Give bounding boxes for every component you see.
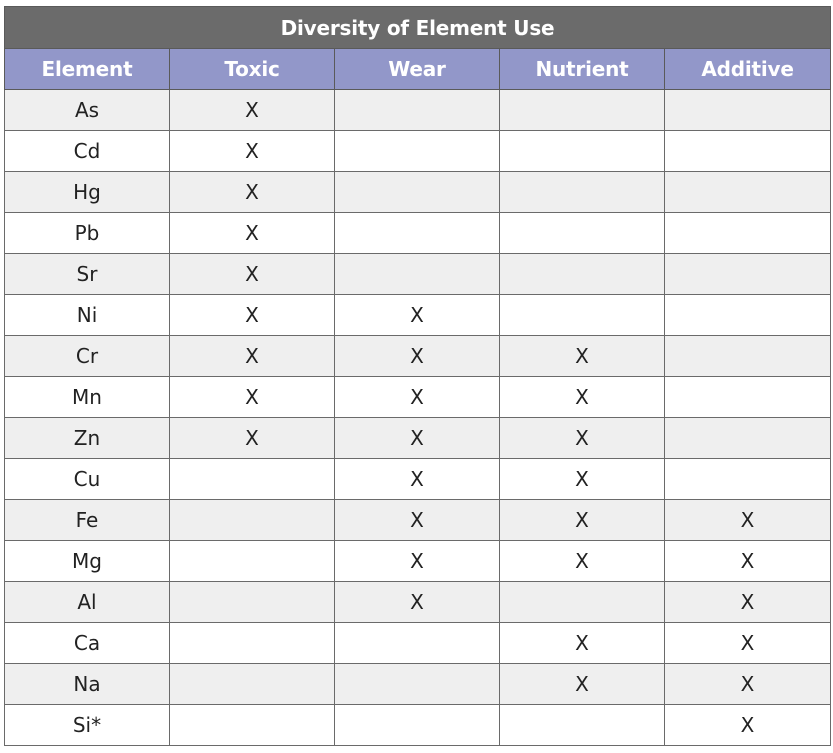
cell-nutrient (500, 582, 665, 623)
cell-toxic (170, 705, 335, 746)
cell-wear (335, 213, 500, 254)
cell-toxic (170, 459, 335, 500)
cell-additive (665, 213, 831, 254)
cell-element: Sr (5, 254, 170, 295)
cell-element: Mg (5, 541, 170, 582)
header-nutrient: Nutrient (500, 49, 665, 90)
table-row (5, 254, 831, 295)
cell-element: Cr (5, 336, 170, 377)
cell-nutrient: X (500, 377, 665, 418)
cell-toxic: X (170, 418, 335, 459)
cell-element: Na (5, 664, 170, 705)
cell-wear (335, 254, 500, 295)
cell-additive (665, 131, 831, 172)
table-row (5, 623, 831, 664)
element-use-table (4, 6, 831, 746)
cell-element: Hg (5, 172, 170, 213)
table-row (5, 295, 831, 336)
header-toxic: Toxic (170, 49, 335, 90)
cell-toxic (170, 623, 335, 664)
cell-wear (335, 131, 500, 172)
cell-nutrient: X (500, 500, 665, 541)
cell-element: Cd (5, 131, 170, 172)
cell-nutrient (500, 90, 665, 131)
table-row (5, 459, 831, 500)
cell-element: Mn (5, 377, 170, 418)
cell-toxic (170, 664, 335, 705)
cell-element: Cu (5, 459, 170, 500)
cell-additive: X (665, 705, 831, 746)
cell-element: Al (5, 582, 170, 623)
table-row (5, 418, 831, 459)
cell-additive: X (665, 582, 831, 623)
table-row (5, 664, 831, 705)
cell-wear (335, 90, 500, 131)
table-body (5, 90, 831, 746)
cell-nutrient: X (500, 418, 665, 459)
table-title: Diversity of Element Use (5, 7, 831, 49)
table-row (5, 90, 831, 131)
cell-nutrient: X (500, 623, 665, 664)
table-row (5, 705, 831, 746)
cell-toxic: X (170, 90, 335, 131)
cell-element: Zn (5, 418, 170, 459)
cell-wear: X (335, 541, 500, 582)
title-row (5, 7, 831, 49)
cell-wear (335, 705, 500, 746)
cell-element: Si* (5, 705, 170, 746)
cell-wear: X (335, 418, 500, 459)
cell-element: Ca (5, 623, 170, 664)
cell-element: Ni (5, 295, 170, 336)
cell-toxic: X (170, 377, 335, 418)
header-row (5, 49, 831, 90)
table-row (5, 582, 831, 623)
cell-wear: X (335, 459, 500, 500)
cell-toxic: X (170, 295, 335, 336)
element-use-table-container (4, 6, 830, 746)
cell-wear: X (335, 500, 500, 541)
cell-wear: X (335, 582, 500, 623)
cell-wear: X (335, 336, 500, 377)
cell-additive (665, 418, 831, 459)
cell-additive (665, 377, 831, 418)
table-row (5, 377, 831, 418)
cell-nutrient (500, 295, 665, 336)
header-additive: Additive (665, 49, 831, 90)
cell-toxic (170, 500, 335, 541)
header-element: Element (5, 49, 170, 90)
cell-nutrient (500, 254, 665, 295)
table-row (5, 172, 831, 213)
cell-wear: X (335, 295, 500, 336)
cell-wear (335, 623, 500, 664)
cell-nutrient: X (500, 336, 665, 377)
cell-toxic: X (170, 213, 335, 254)
cell-nutrient (500, 131, 665, 172)
table-row (5, 131, 831, 172)
table-row (5, 336, 831, 377)
cell-wear: X (335, 377, 500, 418)
cell-nutrient (500, 213, 665, 254)
table-row (5, 500, 831, 541)
cell-element: As (5, 90, 170, 131)
cell-additive (665, 254, 831, 295)
cell-nutrient (500, 705, 665, 746)
cell-element: Fe (5, 500, 170, 541)
cell-toxic: X (170, 172, 335, 213)
cell-additive (665, 172, 831, 213)
cell-additive: X (665, 623, 831, 664)
cell-additive: X (665, 664, 831, 705)
cell-additive (665, 336, 831, 377)
header-wear: Wear (335, 49, 500, 90)
cell-toxic: X (170, 336, 335, 377)
cell-nutrient (500, 172, 665, 213)
cell-additive (665, 90, 831, 131)
cell-additive: X (665, 541, 831, 582)
cell-nutrient: X (500, 541, 665, 582)
cell-additive (665, 295, 831, 336)
cell-nutrient: X (500, 459, 665, 500)
cell-additive: X (665, 500, 831, 541)
cell-nutrient: X (500, 664, 665, 705)
table-row (5, 213, 831, 254)
cell-toxic (170, 582, 335, 623)
cell-toxic: X (170, 131, 335, 172)
cell-toxic (170, 541, 335, 582)
cell-wear (335, 172, 500, 213)
cell-element: Pb (5, 213, 170, 254)
cell-toxic: X (170, 254, 335, 295)
cell-additive (665, 459, 831, 500)
cell-wear (335, 664, 500, 705)
table-row (5, 541, 831, 582)
